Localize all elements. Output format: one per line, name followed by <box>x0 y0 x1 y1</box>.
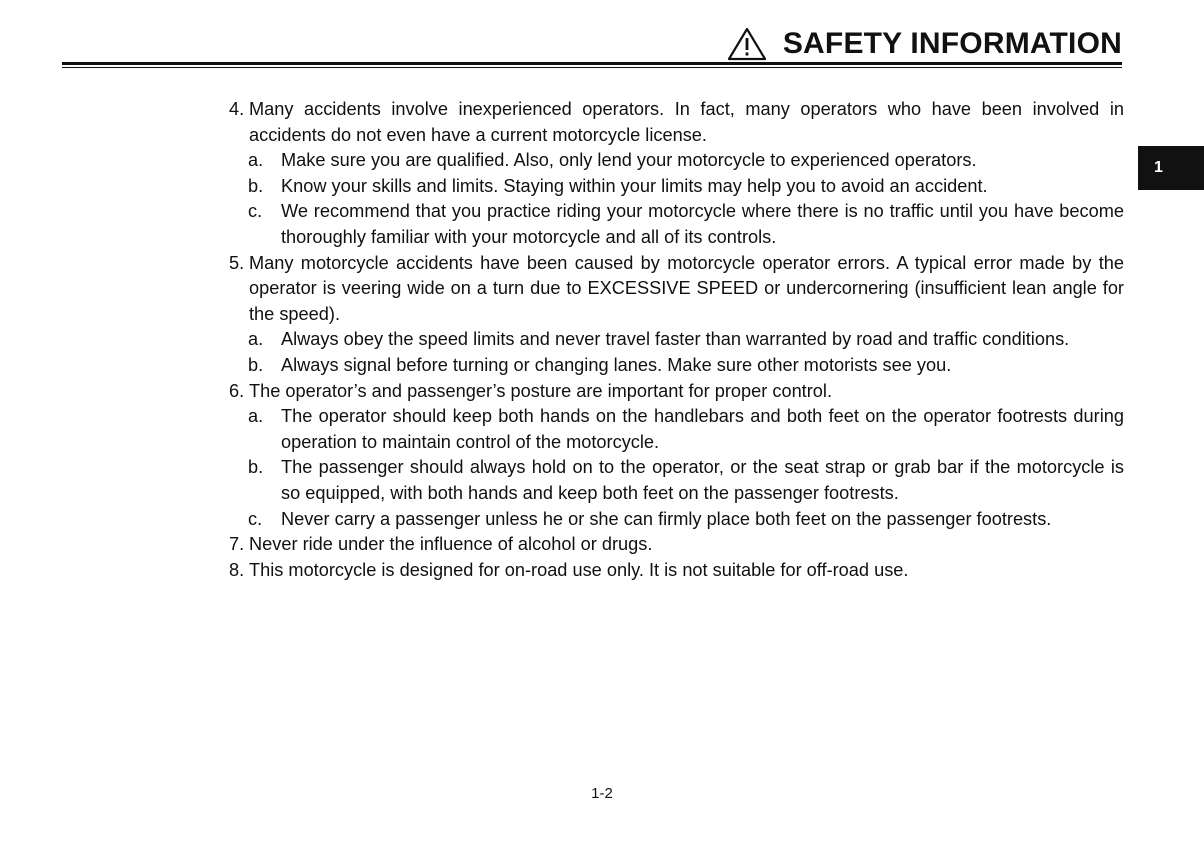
list-item-text: Never ride under the influence of alcohol or drugs. <box>249 534 653 555</box>
sub-item <box>248 148 1124 174</box>
header-rule-thin <box>62 67 1122 68</box>
sub-item <box>248 353 1124 379</box>
sub-item-text: The passenger should always hold on to the operator, or the seat strap or grab bar if the motorcycle is so equipped, with both hands and keep both feet on the passenger footrests. <box>281 457 1124 503</box>
sub-item <box>248 174 1124 200</box>
page-number: 1-2 <box>591 785 613 802</box>
list-item-text: This motorcycle is designed for on-road use only. It is not suitable for off-road use. <box>249 559 909 580</box>
header-rule-thick <box>62 62 1122 65</box>
list-item <box>218 532 1124 558</box>
safety-list <box>218 97 1124 583</box>
list-item <box>218 251 1124 328</box>
list-item-text: Many accidents involve inexperienced operators. In fact, many operators who have been involved in accidents do not even have a current motorcycle license. <box>249 99 1124 145</box>
chapter-tab <box>1138 146 1204 190</box>
list-item <box>218 379 1124 405</box>
sub-item-letter: c. <box>248 201 263 222</box>
sub-item-text: Make sure you are qualified. Also, only lend your motorcycle to experienced operators. <box>281 150 977 171</box>
sub-item-text: Never carry a passenger unless he or she can firmly place both feet on the passenger footrests. <box>281 508 1052 529</box>
sub-item-letter: a. <box>248 329 264 350</box>
sub-item-letter: b. <box>248 354 264 375</box>
sub-item <box>248 327 1124 353</box>
list-item <box>218 558 1124 584</box>
list-item-number: 7. <box>229 534 245 555</box>
list-item-number: 8. <box>229 559 245 580</box>
sub-item-text: The operator should keep both hands on the handlebars and both feet on the operator footrests during operation to maintain control of the motorcycle. <box>281 406 1124 452</box>
warning-triangle-icon <box>727 27 767 61</box>
list-item-number: 6. <box>229 380 245 401</box>
page-title: SAFETY INFORMATION <box>782 27 1122 60</box>
sub-item-text: Know your skills and limits. Staying within your limits may help you to avoid an accident. <box>281 175 988 196</box>
sub-item-text: We recommend that you practice riding your motorcycle where there is no traffic until you have become thoroughly familiar with your motorcycle and all of its controls. <box>281 201 1124 247</box>
sub-item-letter: a. <box>248 406 264 427</box>
list-item-text: Many motorcycle accidents have been caused by motorcycle operator errors. A typical error made by the operator is veering wide on a turn due to EXCESSIVE SPEED or undercornering (insufficient lean angle for the speed). <box>249 252 1124 324</box>
sub-item-letter: a. <box>248 150 264 171</box>
page-header <box>0 0 1204 80</box>
list-item-number: 5. <box>229 252 245 273</box>
sub-item-text: Always signal before turning or changing lanes. Make sure other motorists see you. <box>281 354 952 375</box>
sub-item-letter: b. <box>248 175 264 196</box>
header-title-group <box>727 24 1122 64</box>
sub-item <box>248 507 1124 533</box>
list-item <box>218 97 1124 148</box>
sub-item <box>248 404 1124 455</box>
sub-item <box>248 455 1124 506</box>
sub-item-letter: c. <box>248 508 263 529</box>
sub-item-letter: b. <box>248 457 264 478</box>
list-item-number: 4. <box>229 99 245 119</box>
sub-item <box>248 199 1124 250</box>
chapter-tab-label: 1 <box>1154 159 1163 176</box>
list-item-text: The operator’s and passenger’s posture are important for proper control. <box>249 380 833 401</box>
sub-item-text: Always obey the speed limits and never travel faster than warranted by road and traffic conditions. <box>281 329 1070 350</box>
